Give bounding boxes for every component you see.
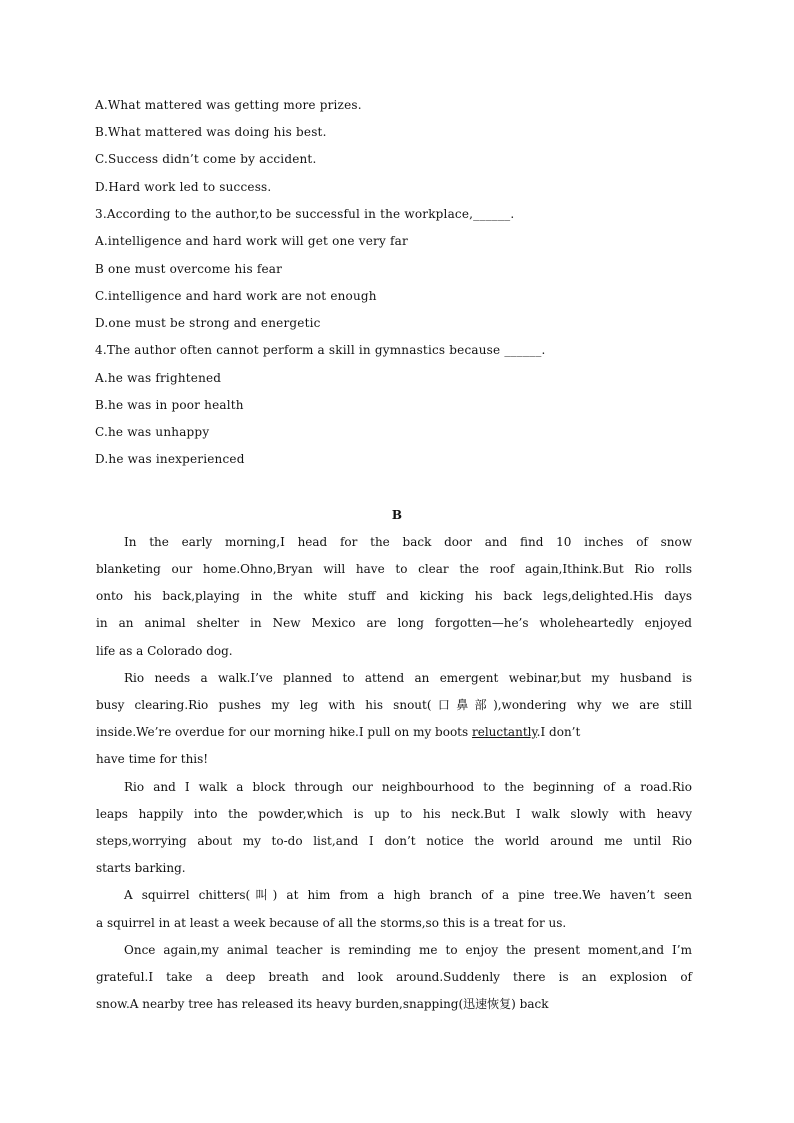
q3-option-d: D.one must be strong and energetic [95, 316, 321, 330]
passage-line: A squirrel chitters(叫) at him from a high branch of a pine tree.We haven’t seen [124, 888, 692, 902]
passage-line: snow.A nearby tree has released its heavy burden,snapping(迅速恢复) back [96, 997, 549, 1011]
q4-option-d: D.he was inexperienced [95, 452, 245, 466]
q3-option-b: B one must overcome his fear [95, 262, 283, 276]
passage-line: starts barking. [96, 861, 186, 875]
q3-option-c: C.intelligence and hard work are not enough [95, 289, 377, 303]
passage-line: In the early morning,I head for the back door and find 10 inches of snow [124, 535, 692, 549]
q3-stem: 3.According to the author,to be successful in the workplace,______. [95, 207, 515, 221]
passage-line: Once again,my animal teacher is reminding me to enjoy the present moment,and I’m [124, 943, 692, 957]
passage-line: Rio and I walk a block through our neighbourhood to the beginning of a road.Rio [124, 780, 692, 794]
passage-line: grateful.I take a deep breath and look around.Suddenly there is an explosion of [96, 970, 692, 984]
q4-option-c: C.he was unhappy [95, 425, 210, 439]
passage-line: Rio needs a walk.I’ve planned to attend an emergent webinar,but my husband is [124, 671, 692, 685]
passage-line: blanketing our home.Ohno,Bryan will have to clear the roof again,Ithink.But Rio rolls [96, 562, 692, 576]
passage-line-with-underline [96, 725, 580, 739]
q4-option-a: A.he was frightened [95, 371, 222, 385]
q3-option-a: A.intelligence and hard work will get one very far [95, 234, 408, 248]
passage-line: steps,worrying about my to-do list,and I don’t notice the world around me until Rio [96, 834, 692, 848]
passage-line: have time for this! [96, 752, 209, 766]
passage-line-part: .I don’t [536, 725, 581, 739]
q4-option-b: B.he was in poor health [95, 398, 244, 412]
passage-line-part: inside.We’re overdue for our morning hike.I pull on my boots [96, 725, 472, 739]
q4-stem: 4.The author often cannot perform a skill in gymnastics because ______. [95, 343, 546, 357]
q2-option-b: B.What mattered was doing his best. [95, 125, 327, 139]
passage-line: in an animal shelter in New Mexico are long forgotten—he’s wholeheartedly enjoyed [96, 616, 692, 630]
passage-line: life as a Colorado dog. [96, 644, 233, 658]
passage-line: a squirrel in at least a week because of all the storms,so this is a treat for us. [96, 916, 567, 930]
passage-heading: B [391, 508, 403, 522]
q2-option-d: D.Hard work led to success. [95, 180, 272, 194]
underlined-word: reluctantly [471, 725, 537, 739]
passage-line: busy clearing.Rio pushes my leg with his snout(口鼻部),wondering why we are still [96, 698, 692, 712]
q2-option-a: A.What mattered was getting more prizes. [95, 98, 362, 112]
passage-line: leaps happily into the powder,which is up to his neck.But I walk slowly with heavy [96, 807, 692, 821]
passage-line: onto his back,playing in the white stuff and kicking his back legs,delighted.His days [96, 589, 692, 603]
q2-option-c: C.Success didn’t come by accident. [95, 152, 317, 166]
